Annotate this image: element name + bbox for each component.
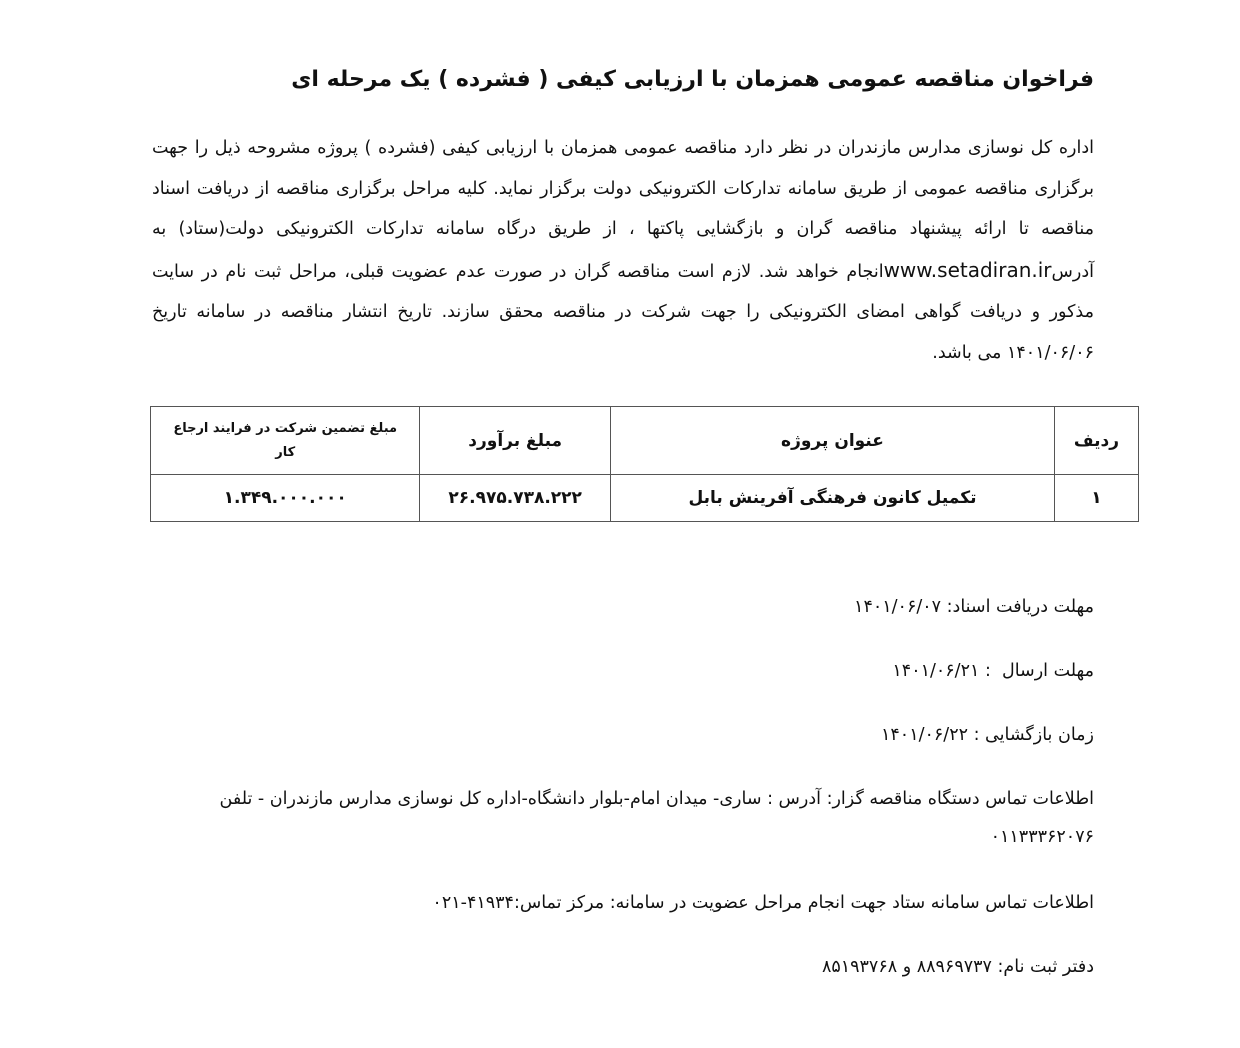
organizer-address: آدرس : ساری- میدان امام-بلوار دانشگاه-اداره کل نوسازی مدارس مازندران - تلفن	[219, 789, 821, 809]
cell-project-title: تکمیل کانون فرهنگی آفرینش بابل	[610, 475, 1054, 522]
opening-time-label: زمان بازگشایی :	[973, 725, 1094, 745]
organizer-phone: ۰۱۱۳۳۳۶۲۰۷۶	[990, 827, 1094, 847]
table-header-row	[151, 407, 1139, 475]
header-project-title: عنوان پروژه	[610, 407, 1054, 475]
opening-time-value: ۱۴۰۱/۰۶/۲۲	[881, 725, 968, 745]
setad-contact-label: اطلاعات تماس سامانه ستاد جهت انجام مراحل عضویت در سامانه:	[609, 893, 1094, 913]
intro-paragraph	[152, 128, 1094, 373]
header-estimated-amount: مبلغ برآورد	[420, 407, 611, 475]
organizer-contact	[152, 780, 1094, 856]
cell-estimated-amount: ۲۶.۹۷۵.۷۳۸.۲۲۲	[420, 475, 611, 522]
documents-deadline-value: ۱۴۰۱/۰۶/۰۷	[854, 597, 942, 617]
setad-contact	[152, 884, 1094, 922]
header-row-number: ردیف	[1054, 407, 1138, 475]
website-link[interactable]: www.setadiran.ir	[883, 257, 1052, 282]
documents-deadline	[152, 588, 1094, 626]
documents-deadline-label: مهلت دریافت اسناد:	[946, 597, 1094, 617]
submission-deadline	[152, 652, 1094, 690]
intro-text-part1: اداره کل نوسازی مدارس مازندران در نظر دارد مناقصه عمومی همزمان با ارزیابی کیفی (فشرده ) پروژه مشروحه ذیل را جهت برگزاری مناقصه عمومی از طریق سامانه تدارکات الکترونیکی دولت برگزار نماید. کلیه مراحل برگزاری مناقصه از دریافت اسناد مناقصه تا ارائه پیشنهاد مناقصه گران و بازگشایی پاکتها ، از طریق درگاه سامانه تدارکات الکترونیکی دولت(ستاد) به آدرس	[152, 138, 1094, 282]
page-title: فراخوان مناقصه عمومی همزمان با ارزیابی کیفی ( فشرده ) یک مرحله ای	[291, 67, 1094, 92]
cell-row-number: ۱	[1054, 475, 1138, 522]
opening-time	[152, 716, 1094, 754]
submission-deadline-value: ۱۴۰۱/۰۶/۲۱	[892, 661, 980, 681]
submission-deadline-label: مهلت ارسال :	[984, 661, 1094, 681]
table-row	[151, 475, 1139, 522]
projects-table	[150, 406, 1139, 522]
registry-office-value: ۸۸۹۶۹۷۳۷ و ۸۵۱۹۳۷۶۸	[821, 957, 992, 977]
organizer-contact-label: اطلاعات تماس دستگاه مناقصه گزار:	[826, 789, 1094, 809]
header-guarantee-amount: مبلغ تضمین شرکت در فرایند ارجاع کار	[151, 407, 420, 475]
setad-contact-value: مرکز تماس:۴۱۹۳۴-۰۲۱	[432, 893, 605, 913]
intro-text-part2: انجام خواهد شد. لازم است مناقصه گران در صورت عدم عضویت قبلی، مراحل ثبت نام در سایت مذکور و دریافت گواهی امضای الکترونیکی را جهت شرکت در مناقصه محقق سازند. تاریخ انتشار مناقصه در سامانه تاریخ ۱۴۰۱/۰۶/۰۶ می باشد.	[152, 261, 1094, 363]
registry-office	[152, 948, 1094, 986]
registry-office-label: دفتر ثبت نام:	[997, 957, 1094, 977]
cell-guarantee-amount: ۱.۳۴۹.۰۰۰.۰۰۰	[151, 475, 420, 522]
